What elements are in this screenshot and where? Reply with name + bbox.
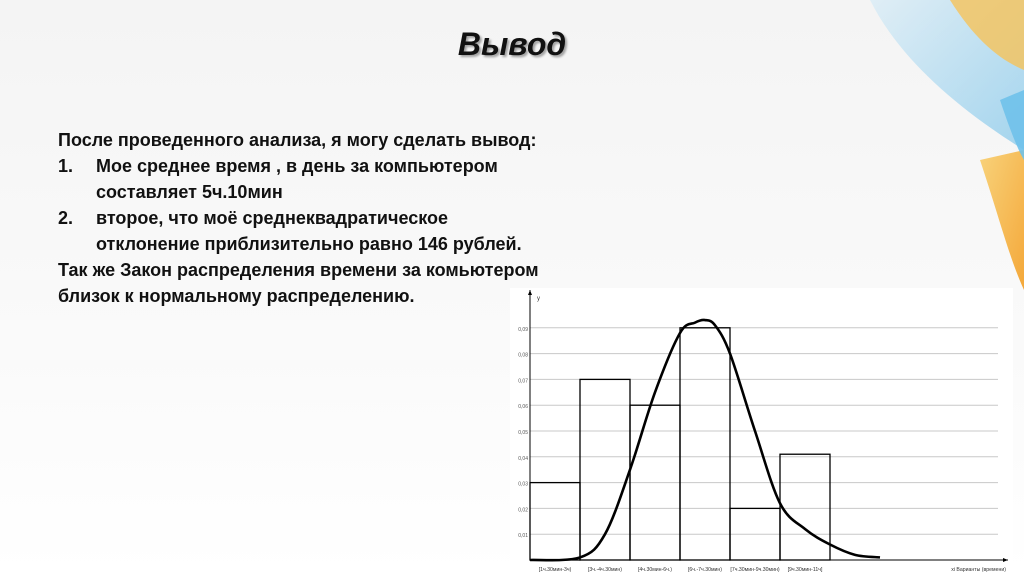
y-tick-label: 0,06 <box>518 404 528 411</box>
slide-title: Вывод <box>457 26 567 62</box>
y-tick-label: 0,05 <box>518 430 528 436</box>
list-text: второе, что моё среднеквадратическое отклонение приблизительно равно 146 рублей. <box>96 208 522 254</box>
list-text: Мое среднее время , в день за компьютером составляет 5ч.10мин <box>96 156 498 202</box>
histogram-bar <box>780 454 830 560</box>
orange-swoosh-right <box>980 150 1024 290</box>
y-tick-label: 0,02 <box>518 507 528 514</box>
x-tick-label: [1ч.30мин-3ч) <box>538 567 572 573</box>
distribution-curve <box>530 320 880 560</box>
list-item <box>58 205 548 257</box>
conclusion-text <box>58 127 548 309</box>
y-tick-label: 0,07 <box>518 378 528 385</box>
x-tick-label: [9ч.30мин-11ч] <box>787 567 823 573</box>
y-axis-label: y <box>537 296 540 302</box>
closing-paragraph: Так же Закон распределения времени за комьютером близок к нормальному распределению. <box>58 260 539 306</box>
list-number: 2. <box>58 208 74 228</box>
histogram-bar <box>530 483 580 560</box>
histogram-chart <box>510 288 1013 574</box>
y-tick-label: 0,09 <box>518 326 528 333</box>
x-axis-label: xi Варианты (времени) <box>951 567 1006 573</box>
chart-svg <box>510 288 1013 574</box>
x-tick-label: [4ч.30мин-6ч.) <box>637 567 673 573</box>
y-tick-label: 0,01 <box>518 533 528 540</box>
y-axis-arrow <box>528 290 532 295</box>
y-tick-label: 0,04 <box>518 455 528 462</box>
list-item <box>58 153 548 205</box>
list-number: 1. <box>58 156 74 176</box>
x-axis-arrow <box>1003 558 1008 562</box>
intro-paragraph: После проведенного анализа, я могу сделать вывод: <box>58 130 537 150</box>
y-tick-label: 0,08 <box>518 352 528 359</box>
y-tick-label: 0,03 <box>518 481 528 488</box>
x-tick-label: [6ч.-7ч.30мин) <box>687 567 723 573</box>
x-tick-label: [3ч.-4ч.30мин) <box>587 567 623 573</box>
histogram-bar <box>680 328 730 560</box>
x-tick-label: [7ч.30мин-9ч.30мин) <box>730 567 780 573</box>
